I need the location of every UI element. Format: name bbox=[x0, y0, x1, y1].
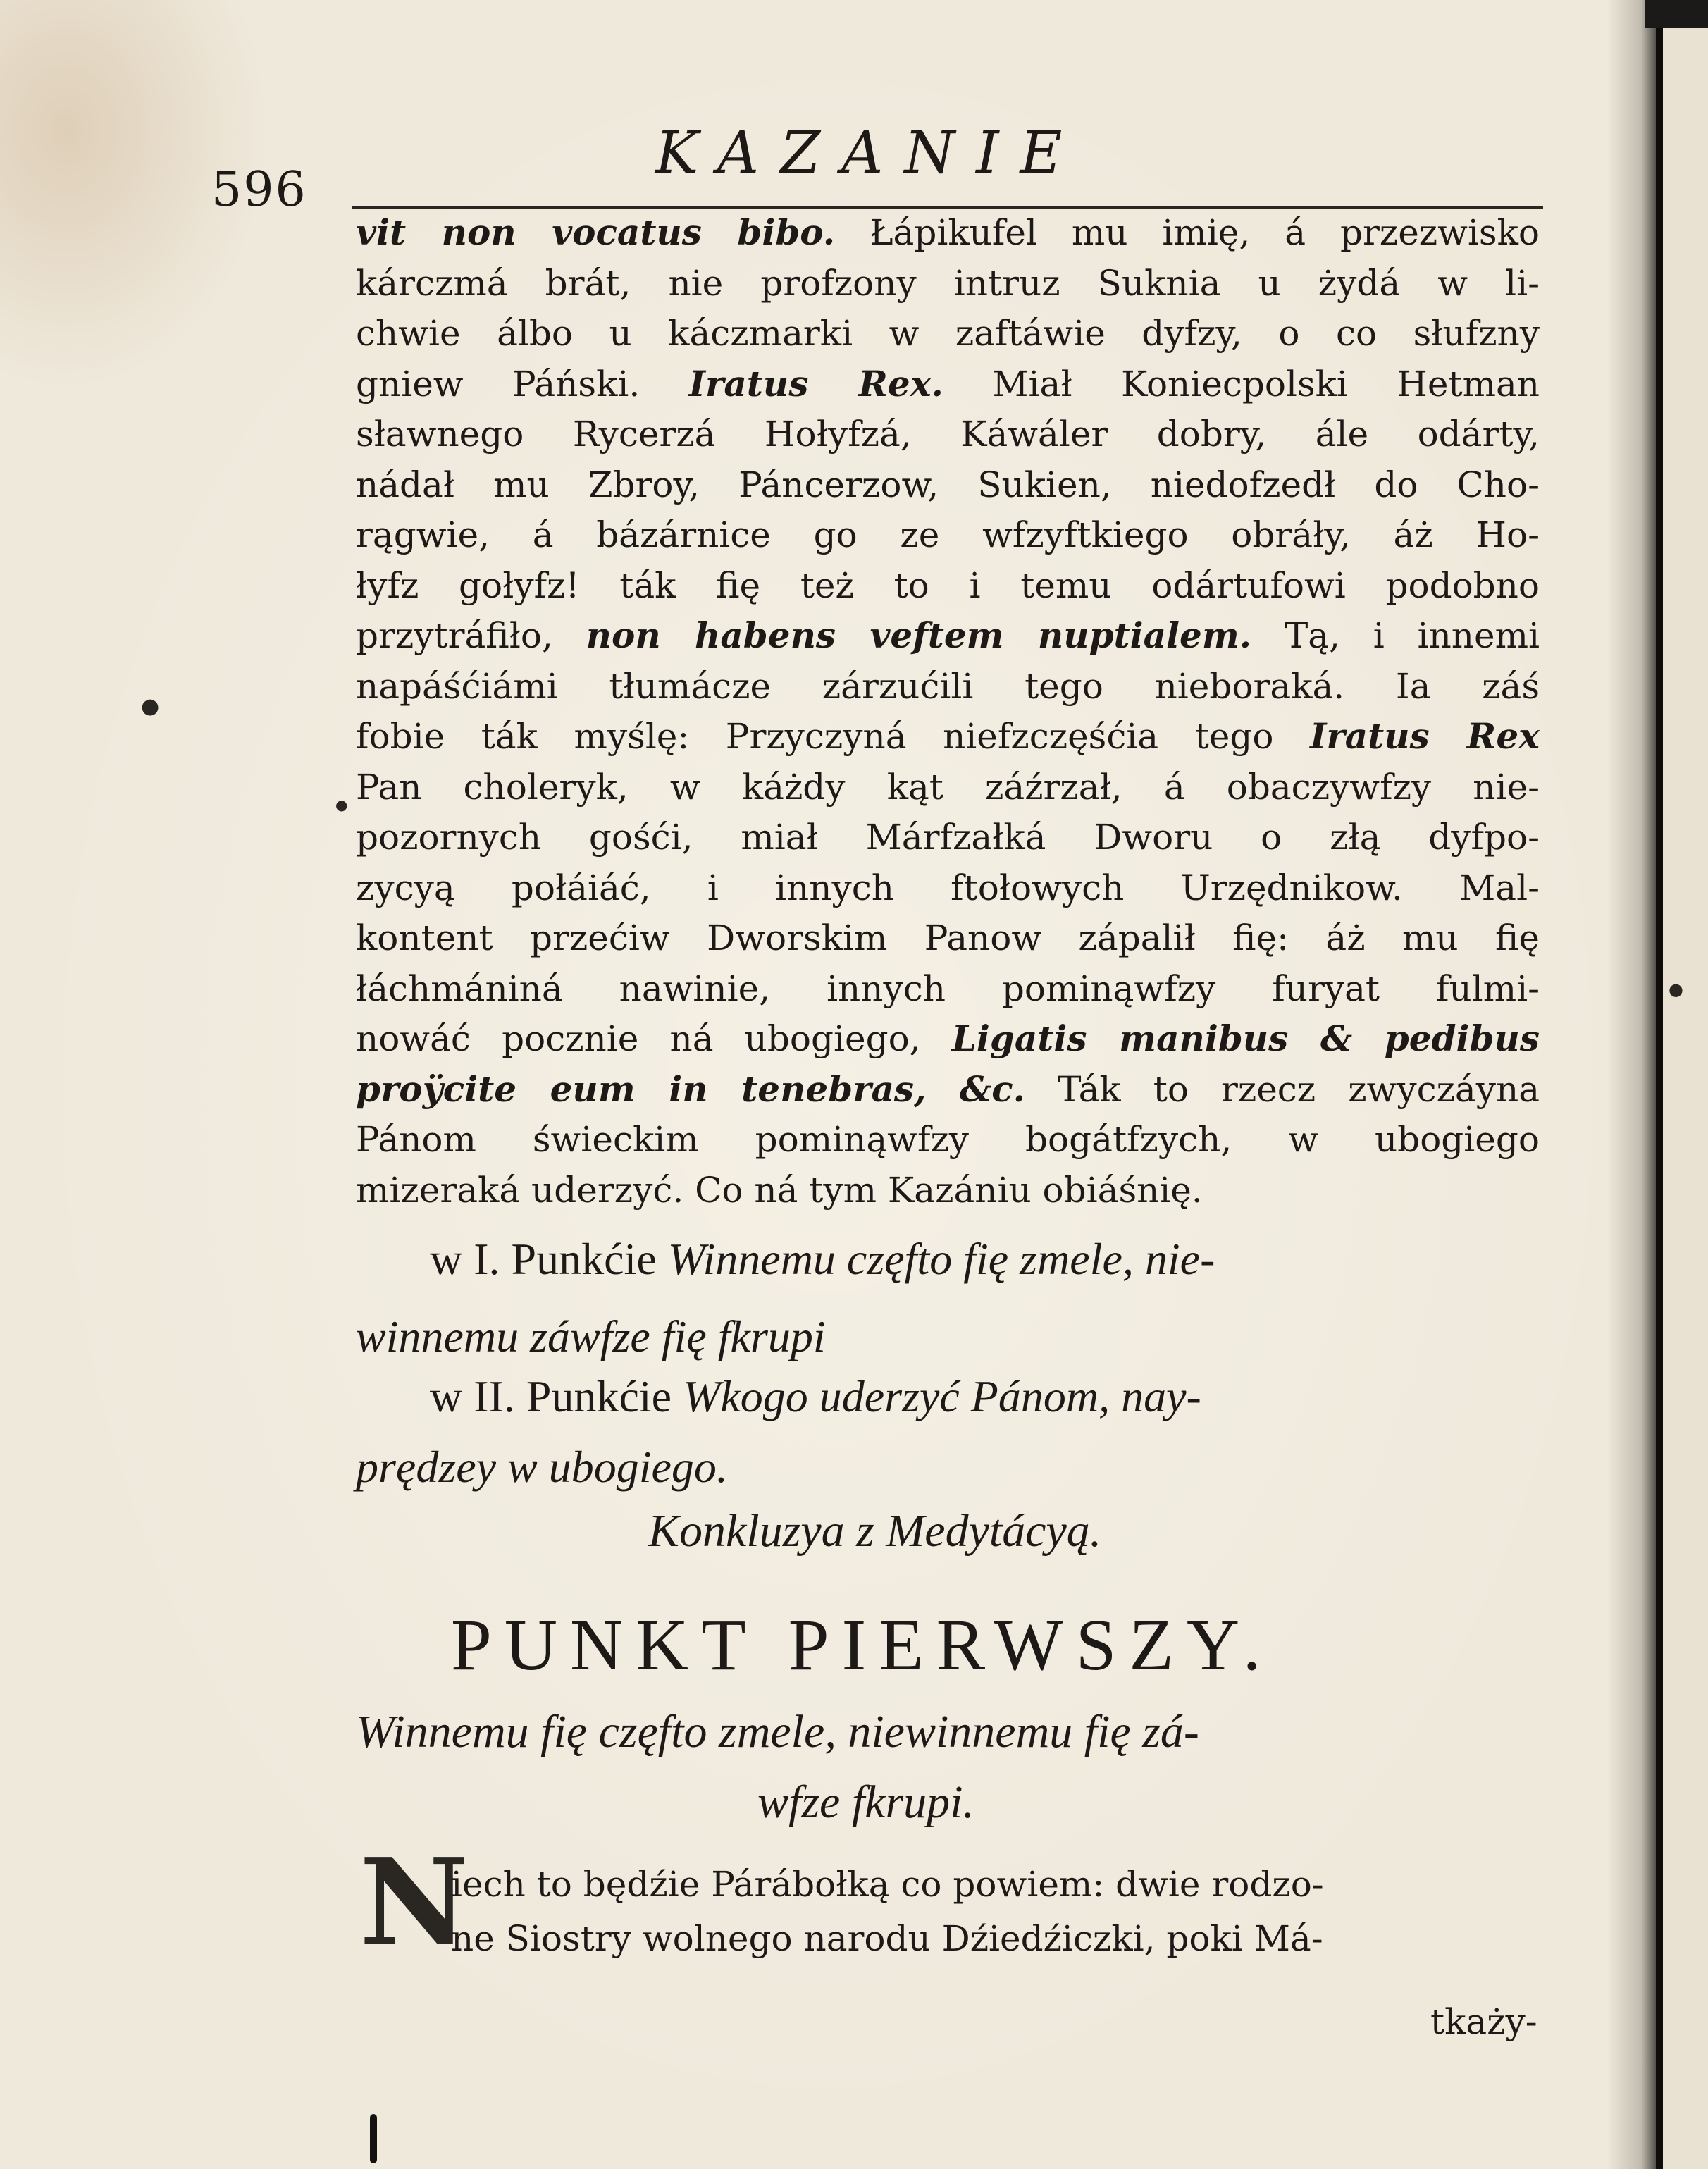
latin-quote: non habens veftem nuptialem. bbox=[586, 614, 1252, 656]
body-line bbox=[356, 1068, 1540, 1110]
latin-quote: Ligatis manibus & pedibus bbox=[951, 1018, 1540, 1059]
body-text-run: Pan choleryk, w káżdy kąt záźrzał, á obaczywfzy nie- bbox=[356, 766, 1540, 808]
body-text-run: gniew Páński. bbox=[356, 363, 689, 404]
body-text-run: kárczmá brát, nie profzony intruz Suknia u żydá w li- bbox=[356, 262, 1540, 304]
body-line bbox=[356, 817, 1540, 858]
body-text-run: sławnego Rycerzá Hołyfzá, Káwáler dobry, ále odárty, bbox=[356, 414, 1540, 455]
catchword: tkaży- bbox=[1430, 2001, 1537, 2042]
point-two-lead: w II. Punkćie bbox=[430, 1371, 683, 1421]
body-text-run: Pánom świeckim pominąwfzy bogátfzych, w ubogiego bbox=[356, 1119, 1540, 1160]
latin-quote: vit non vocatus bibo. bbox=[356, 211, 836, 253]
body-line bbox=[356, 665, 1540, 707]
body-line bbox=[356, 414, 1540, 455]
point-two-text: Wkogo uderzyć Pánom, nay- bbox=[683, 1371, 1201, 1421]
section-title: PUNKT PIERWSZY. bbox=[451, 1605, 1274, 1686]
body-text-run: łyfz gołyfz! ták fię też to i temu odártufowi podobno bbox=[356, 564, 1540, 606]
body-text-run: nowáć pocznie ná ubogiego, bbox=[356, 1018, 952, 1059]
point-one-line-1 bbox=[430, 1233, 1215, 1285]
body-line bbox=[356, 968, 1540, 1009]
latin-quote: Iratus Rex. bbox=[688, 362, 943, 404]
page-gutter bbox=[1607, 0, 1656, 2169]
scan-background-corner bbox=[1645, 0, 1708, 28]
body-line bbox=[356, 362, 1540, 404]
body-line bbox=[356, 514, 1540, 555]
point-two-line-1 bbox=[430, 1371, 1201, 1423]
body-line bbox=[356, 1119, 1540, 1160]
body-text-run: pozornych gośći, miał Márfzałká Dworu o złą dyfpo- bbox=[356, 817, 1540, 858]
point-one-text-cont: winnemu záwfze fię fkrupi bbox=[356, 1311, 826, 1361]
body-line bbox=[356, 766, 1540, 808]
facing-page-mark: ● bbox=[1669, 980, 1683, 999]
binding-thread bbox=[370, 2114, 377, 2163]
body-text-run: zycyą połáiáć, i innych ftołowych Urzędnikow. Mal- bbox=[356, 867, 1540, 908]
point-two-text-cont: prędzey w ubogiego. bbox=[356, 1442, 728, 1492]
opening-line-1: iech to będźie Párábołką co powiem: dwie rodzo- bbox=[451, 1864, 1324, 1905]
section-subtitle-line-2: wfze fkrupi. bbox=[757, 1776, 974, 1828]
latin-quote: proÿcite eum in tenebras, &c. bbox=[356, 1068, 1026, 1110]
point-one-text: Winnemu częfto fię zmele, nie- bbox=[667, 1234, 1215, 1284]
body-text-run: łáchmániná nawinie, innych pominąwfzy furyat fulmi- bbox=[356, 968, 1540, 1009]
body-line bbox=[356, 464, 1540, 505]
conclusion-heading: Konkluzya z Medytácyą. bbox=[648, 1505, 1102, 1557]
body-line bbox=[356, 564, 1540, 606]
point-two-line-2 bbox=[356, 1441, 728, 1493]
body-text-run: Miał Koniecpolski Hetman bbox=[943, 363, 1540, 404]
body-text-run: rągwie, á bázárnice go ze wfzyftkiego obráły, áż Ho- bbox=[356, 514, 1540, 555]
body-line bbox=[356, 262, 1540, 304]
body-line bbox=[356, 715, 1540, 757]
body-text-run: mizeraká uderzyć. Co ná tym Kazániu obiáśnię. bbox=[356, 1169, 1203, 1211]
header-rule bbox=[352, 206, 1543, 209]
drop-capital: N bbox=[359, 1832, 469, 1973]
body-text-run: fobie ták myślę: Przyczyná niefzczęśćia tego bbox=[356, 716, 1311, 757]
body-line bbox=[356, 614, 1540, 656]
running-head: KAZANIE bbox=[655, 120, 1084, 187]
facing-page-strip bbox=[1663, 0, 1708, 2169]
body-line bbox=[356, 1169, 1540, 1211]
body-text-run: Łápikufel mu imię, á przezwisko bbox=[835, 212, 1540, 253]
body-line bbox=[356, 1018, 1540, 1059]
body-text-run: nádał mu Zbroy, Páncerzow, Sukien, niedofzedł do Cho- bbox=[356, 464, 1540, 505]
body-text-run: kontent przećiw Dworskim Panow zápalił fię: áż mu fię bbox=[356, 917, 1540, 958]
body-text-run: chwie álbo u káczmarki w zaftáwie dyfzy, o co słufzny bbox=[356, 313, 1540, 354]
body-line bbox=[356, 917, 1540, 958]
point-one-lead: w I. Punkćie bbox=[430, 1234, 668, 1284]
section-subtitle-line-1: Winnemu fię częfto zmele, niewinnemu fię zá- bbox=[356, 1706, 1199, 1757]
latin-quote: Iratus Rex bbox=[1310, 715, 1540, 757]
margin-dot: ● bbox=[335, 796, 348, 813]
body-line bbox=[356, 313, 1540, 354]
margin-ink-mark: ● bbox=[141, 694, 160, 719]
body-text-run: napáśćiámi tłumácze zárzućili tego nieboraká. Ia záś bbox=[356, 665, 1540, 707]
body-line bbox=[356, 867, 1540, 908]
opening-line-2: ne Siostry wolnego narodu Dźiedźiczki, poki Má- bbox=[451, 1918, 1323, 1959]
body-text-run: Tą, i innemi bbox=[1251, 615, 1540, 656]
point-one-line-2 bbox=[356, 1311, 826, 1363]
body-line bbox=[356, 211, 1540, 253]
page-number: 596 bbox=[211, 162, 307, 218]
body-text-run: Ták to rzecz zwyczáyna bbox=[1025, 1068, 1540, 1110]
body-text-run: przytráfiło, bbox=[356, 615, 586, 656]
